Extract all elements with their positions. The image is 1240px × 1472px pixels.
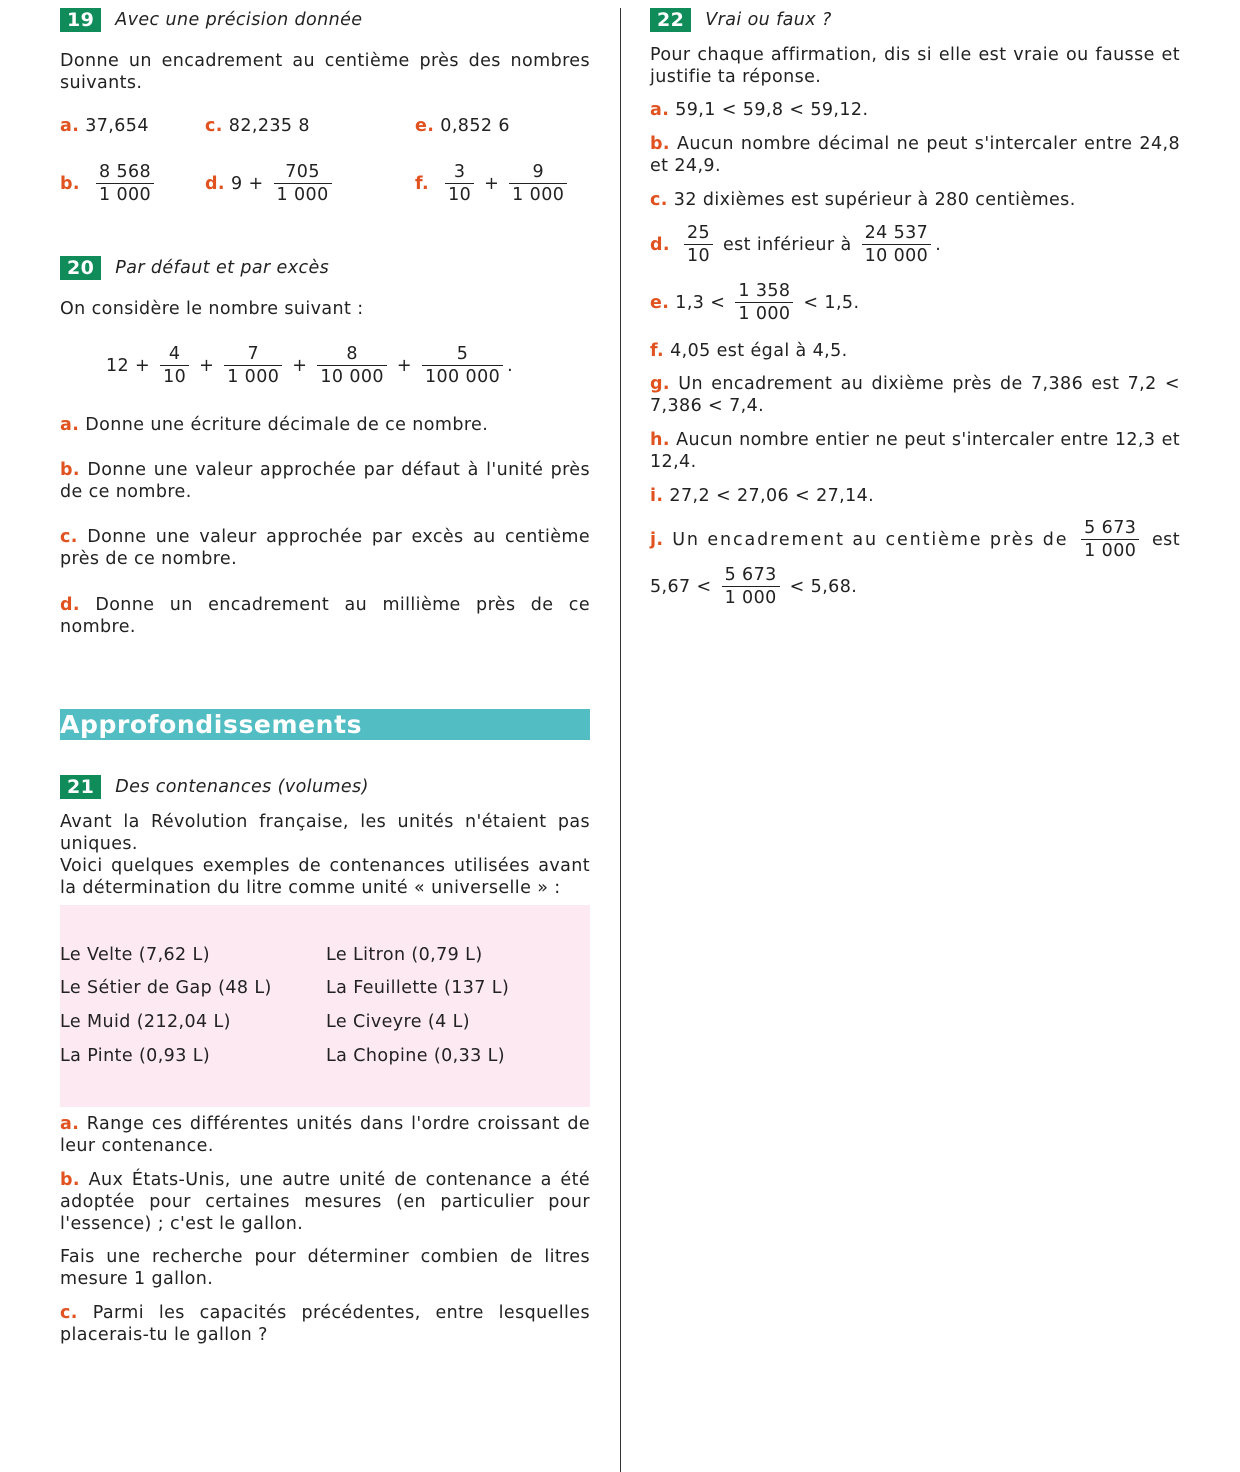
ex19-d-whole: 9 (230, 174, 243, 194)
ex22-a-label: a. (650, 100, 670, 120)
ex22-item-g (650, 373, 1180, 417)
ex22-item-f (650, 340, 1180, 362)
ex22-c-text: 32 dixièmes est supérieur à 280 centièmes. (673, 190, 1076, 210)
ex19-a-label: a. (60, 116, 80, 136)
ex22-e-post: < 1,5. (803, 293, 860, 313)
ex21-header (60, 774, 590, 800)
ex19-header (60, 7, 590, 33)
ex22-d-end: . (935, 235, 942, 255)
ex22-item-e (650, 281, 1180, 325)
ex22-j-num: 5 673 (1084, 518, 1137, 538)
ex20-den-4: 100 000 (422, 365, 503, 388)
ex21-c-text: Parmi les capacités précédentes, entre lesquelles placerais-tu le gallon ? (60, 1303, 590, 1345)
unit-item: Le Civeyre (4 L) (326, 1012, 470, 1032)
ex19-number: 19 (60, 8, 101, 32)
ex22-j-den: 1 000 (1081, 539, 1139, 562)
ex20-plus-3: + (292, 356, 308, 376)
ex22-e-fraction (735, 281, 793, 325)
ex22-g-text: Un encadrement au dixième près de 7,386 est 7,2 < 7,386 < 7,4. (650, 374, 1180, 416)
ex22-e-label: e. (650, 293, 670, 313)
ex20-a-text: Donne une écriture décimale de ce nombre. (85, 415, 489, 435)
ex22-number: 22 (650, 8, 691, 32)
ex20-c-label: c. (60, 527, 78, 547)
ex22-a-text: 59,1 < 59,8 < 59,12. (675, 100, 869, 120)
ex22-g-label: g. (650, 374, 670, 394)
ex22-d-fraction-2 (862, 223, 932, 267)
ex20-num-4: 5 (456, 344, 469, 364)
ex19-f-fraction-1 (445, 162, 474, 206)
ex22-item-c (650, 189, 1180, 211)
ex21-question-c (60, 1302, 590, 1346)
ex21-c-label: c. (60, 1303, 78, 1323)
ex22-e-pre: 1,3 < (675, 293, 726, 313)
ex19-e-label: e. (415, 116, 435, 136)
ex22-d-label: d. (650, 235, 670, 255)
ex19-f-den1: 10 (445, 183, 474, 206)
ex20-whole: 12 (106, 356, 130, 376)
ex21-intro-2: Voici quelques exemples de contenances utilisées avant la détermination du litre comme unité « universelle » : (60, 856, 590, 898)
ex20-fraction-1 (160, 344, 189, 388)
ex22-i-text: 27,2 < 27,06 < 27,14. (669, 486, 875, 506)
ex20-plus-4: + (396, 356, 412, 376)
unit-item: Le Muid (212,04 L) (60, 1012, 231, 1032)
unit-item: Le Litron (0,79 L) (326, 945, 483, 965)
ex20-den-2: 1 000 (224, 365, 282, 388)
ex21-a-label: a. (60, 1114, 80, 1134)
ex22-item-a (650, 99, 1180, 121)
ex19-d-num: 705 (285, 162, 320, 182)
ex19-intro: Donne un encadrement au centième près des nombres suivants. (60, 51, 590, 93)
ex20-header (60, 255, 590, 281)
ex22-j-est: est (1152, 530, 1180, 550)
ex20-question-c (60, 526, 590, 570)
ex22-e-num: 1 358 (738, 281, 791, 301)
ex19-c-value: 82,235 8 (228, 116, 310, 136)
unit-item: Le Velte (7,62 L) (60, 945, 210, 965)
ex19-f-label: f. (415, 174, 430, 194)
ex19-f-den2: 1 000 (509, 183, 567, 206)
ex22-j-fraction (1081, 518, 1139, 562)
ex20-fraction-2 (224, 344, 282, 388)
ex21-title: Des contenances (volumes) (115, 777, 369, 797)
ex20-number: 20 (60, 256, 101, 280)
ex22-d-den1: 10 (684, 244, 713, 267)
ex20-question-b (60, 459, 590, 503)
ex22-d-fraction-1 (684, 223, 713, 267)
ex19-f-fraction-2 (509, 162, 567, 206)
ex20-num-1: 4 (168, 344, 181, 364)
ex19-b-fraction (96, 162, 154, 206)
ex22-item-b (650, 133, 1180, 177)
ex22-e-den: 1 000 (735, 302, 793, 325)
ex19-e-value: 0,852 6 (440, 116, 510, 136)
unit-item: La Feuillette (137 L) (326, 978, 510, 998)
ex22-h-text: Aucun nombre entier ne peut s'intercaler entre 12,3 et 12,4. (650, 430, 1180, 472)
ex20-fraction-3 (317, 344, 387, 388)
ex22-j-den2: 1 000 (722, 586, 780, 609)
ex20-a-label: a. (60, 415, 80, 435)
ex20-b-label: b. (60, 460, 80, 480)
ex21-question-b2: Fais une recherche pour déterminer combien de litres mesure 1 gallon. (60, 1247, 590, 1289)
ex22-d-num2: 24 537 (864, 223, 929, 243)
ex19-d-plus: + (248, 174, 264, 194)
ex19-d-fraction (274, 162, 332, 206)
ex22-b-text: Aucun nombre décimal ne peut s'intercaler entre 24,8 et 24,9. (650, 134, 1180, 176)
ex19-b-den: 1 000 (96, 183, 154, 206)
ex22-h-label: h. (650, 430, 670, 450)
ex19-d-label: d. (205, 174, 225, 194)
ex19-d-den: 1 000 (274, 183, 332, 206)
ex22-intro: Pour chaque affirmation, dis si elle est vraie ou fausse et justifie ta réponse. (650, 45, 1180, 87)
ex22-j-label: j. (650, 530, 664, 550)
ex20-expression (106, 344, 586, 388)
ex22-item-h (650, 429, 1180, 473)
ex20-num-2: 7 (247, 344, 260, 364)
ex22-d-num1: 25 (686, 223, 711, 243)
ex20-fraction-4 (422, 344, 503, 388)
section-banner: Approfondissements (60, 709, 590, 740)
ex20-end: . (507, 356, 514, 376)
ex21-question-a (60, 1113, 590, 1157)
ex20-b-text: Donne une valeur approchée par défaut à l'unité près de ce nombre. (60, 460, 590, 502)
ex22-item-i (650, 485, 1180, 507)
ex20-question-d (60, 594, 590, 638)
ex20-plus-1: + (135, 356, 151, 376)
ex21-question-b (60, 1169, 590, 1235)
ex21-intro-1: Avant la Révolution française, les unités n'étaient pas uniques. (60, 812, 590, 854)
ex22-title: Vrai ou faux ? (705, 10, 832, 30)
ex22-j-post: < 5,68. (789, 577, 858, 597)
ex20-intro: On considère le nombre suivant : (60, 299, 364, 319)
ex20-title: Par défaut et par excès (115, 258, 330, 278)
ex22-b-label: b. (650, 134, 670, 154)
ex20-den-3: 10 000 (317, 365, 387, 388)
ex20-num-3: 8 (346, 344, 358, 364)
ex22-j-fraction-2 (722, 565, 780, 609)
ex20-c-text: Donne une valeur approchée par excès au centième près de ce nombre. (60, 527, 590, 569)
unit-item: Le Sétier de Gap (48 L) (60, 978, 272, 998)
ex19-b-label: b. (60, 174, 80, 194)
ex22-i-label: i. (650, 486, 664, 506)
ex22-f-text: 4,05 est égal à 4,5. (670, 341, 848, 361)
ex21-a-text: Range ces différentes unités dans l'ordre croissant de leur contenance. (60, 1114, 590, 1156)
unit-item: La Chopine (0,33 L) (326, 1046, 505, 1066)
ex19-a-value: 37,654 (85, 116, 149, 136)
ex19-f-num2: 9 (532, 162, 544, 182)
ex20-question-a (60, 414, 590, 436)
column-divider (620, 8, 621, 1472)
units-box (60, 905, 590, 1107)
ex19-c-label: c. (205, 116, 223, 136)
ex20-plus-2: + (199, 356, 215, 376)
ex21-number: 21 (60, 775, 101, 799)
ex20-den-1: 10 (160, 365, 189, 388)
ex21-b-label: b. (60, 1170, 80, 1190)
ex19-b-num: 8 568 (98, 162, 152, 182)
ex19-f-num1: 3 (453, 162, 466, 182)
ex22-item-d (650, 223, 1180, 267)
ex22-f-label: f. (650, 341, 665, 361)
ex20-d-text: Donne un encadrement au millième près de ce nombre. (60, 595, 590, 637)
ex20-d-label: d. (60, 595, 80, 615)
ex22-header (650, 7, 1180, 33)
ex22-d-mid: est inférieur à (723, 235, 852, 255)
ex22-d-den2: 10 000 (862, 244, 932, 267)
ex22-j-num2: 5 673 (724, 565, 777, 585)
ex22-j-text: Un encadrement au centième près de (672, 530, 1069, 550)
ex22-item-j (650, 518, 1180, 562)
ex19-title: Avec une précision donnée (115, 10, 363, 30)
ex22-item-j-line2 (650, 565, 1180, 609)
ex22-j-pre: 5,67 < (650, 577, 712, 597)
unit-item: La Pinte (0,93 L) (60, 1046, 211, 1066)
ex19-f-plus: + (484, 174, 500, 194)
ex21-b-text: Aux États-Unis, une autre unité de contenance a été adoptée pour certaines mesures (en particulier pour l'essence) ; c'est le gallon. (60, 1170, 590, 1234)
ex22-c-label: c. (650, 190, 668, 210)
